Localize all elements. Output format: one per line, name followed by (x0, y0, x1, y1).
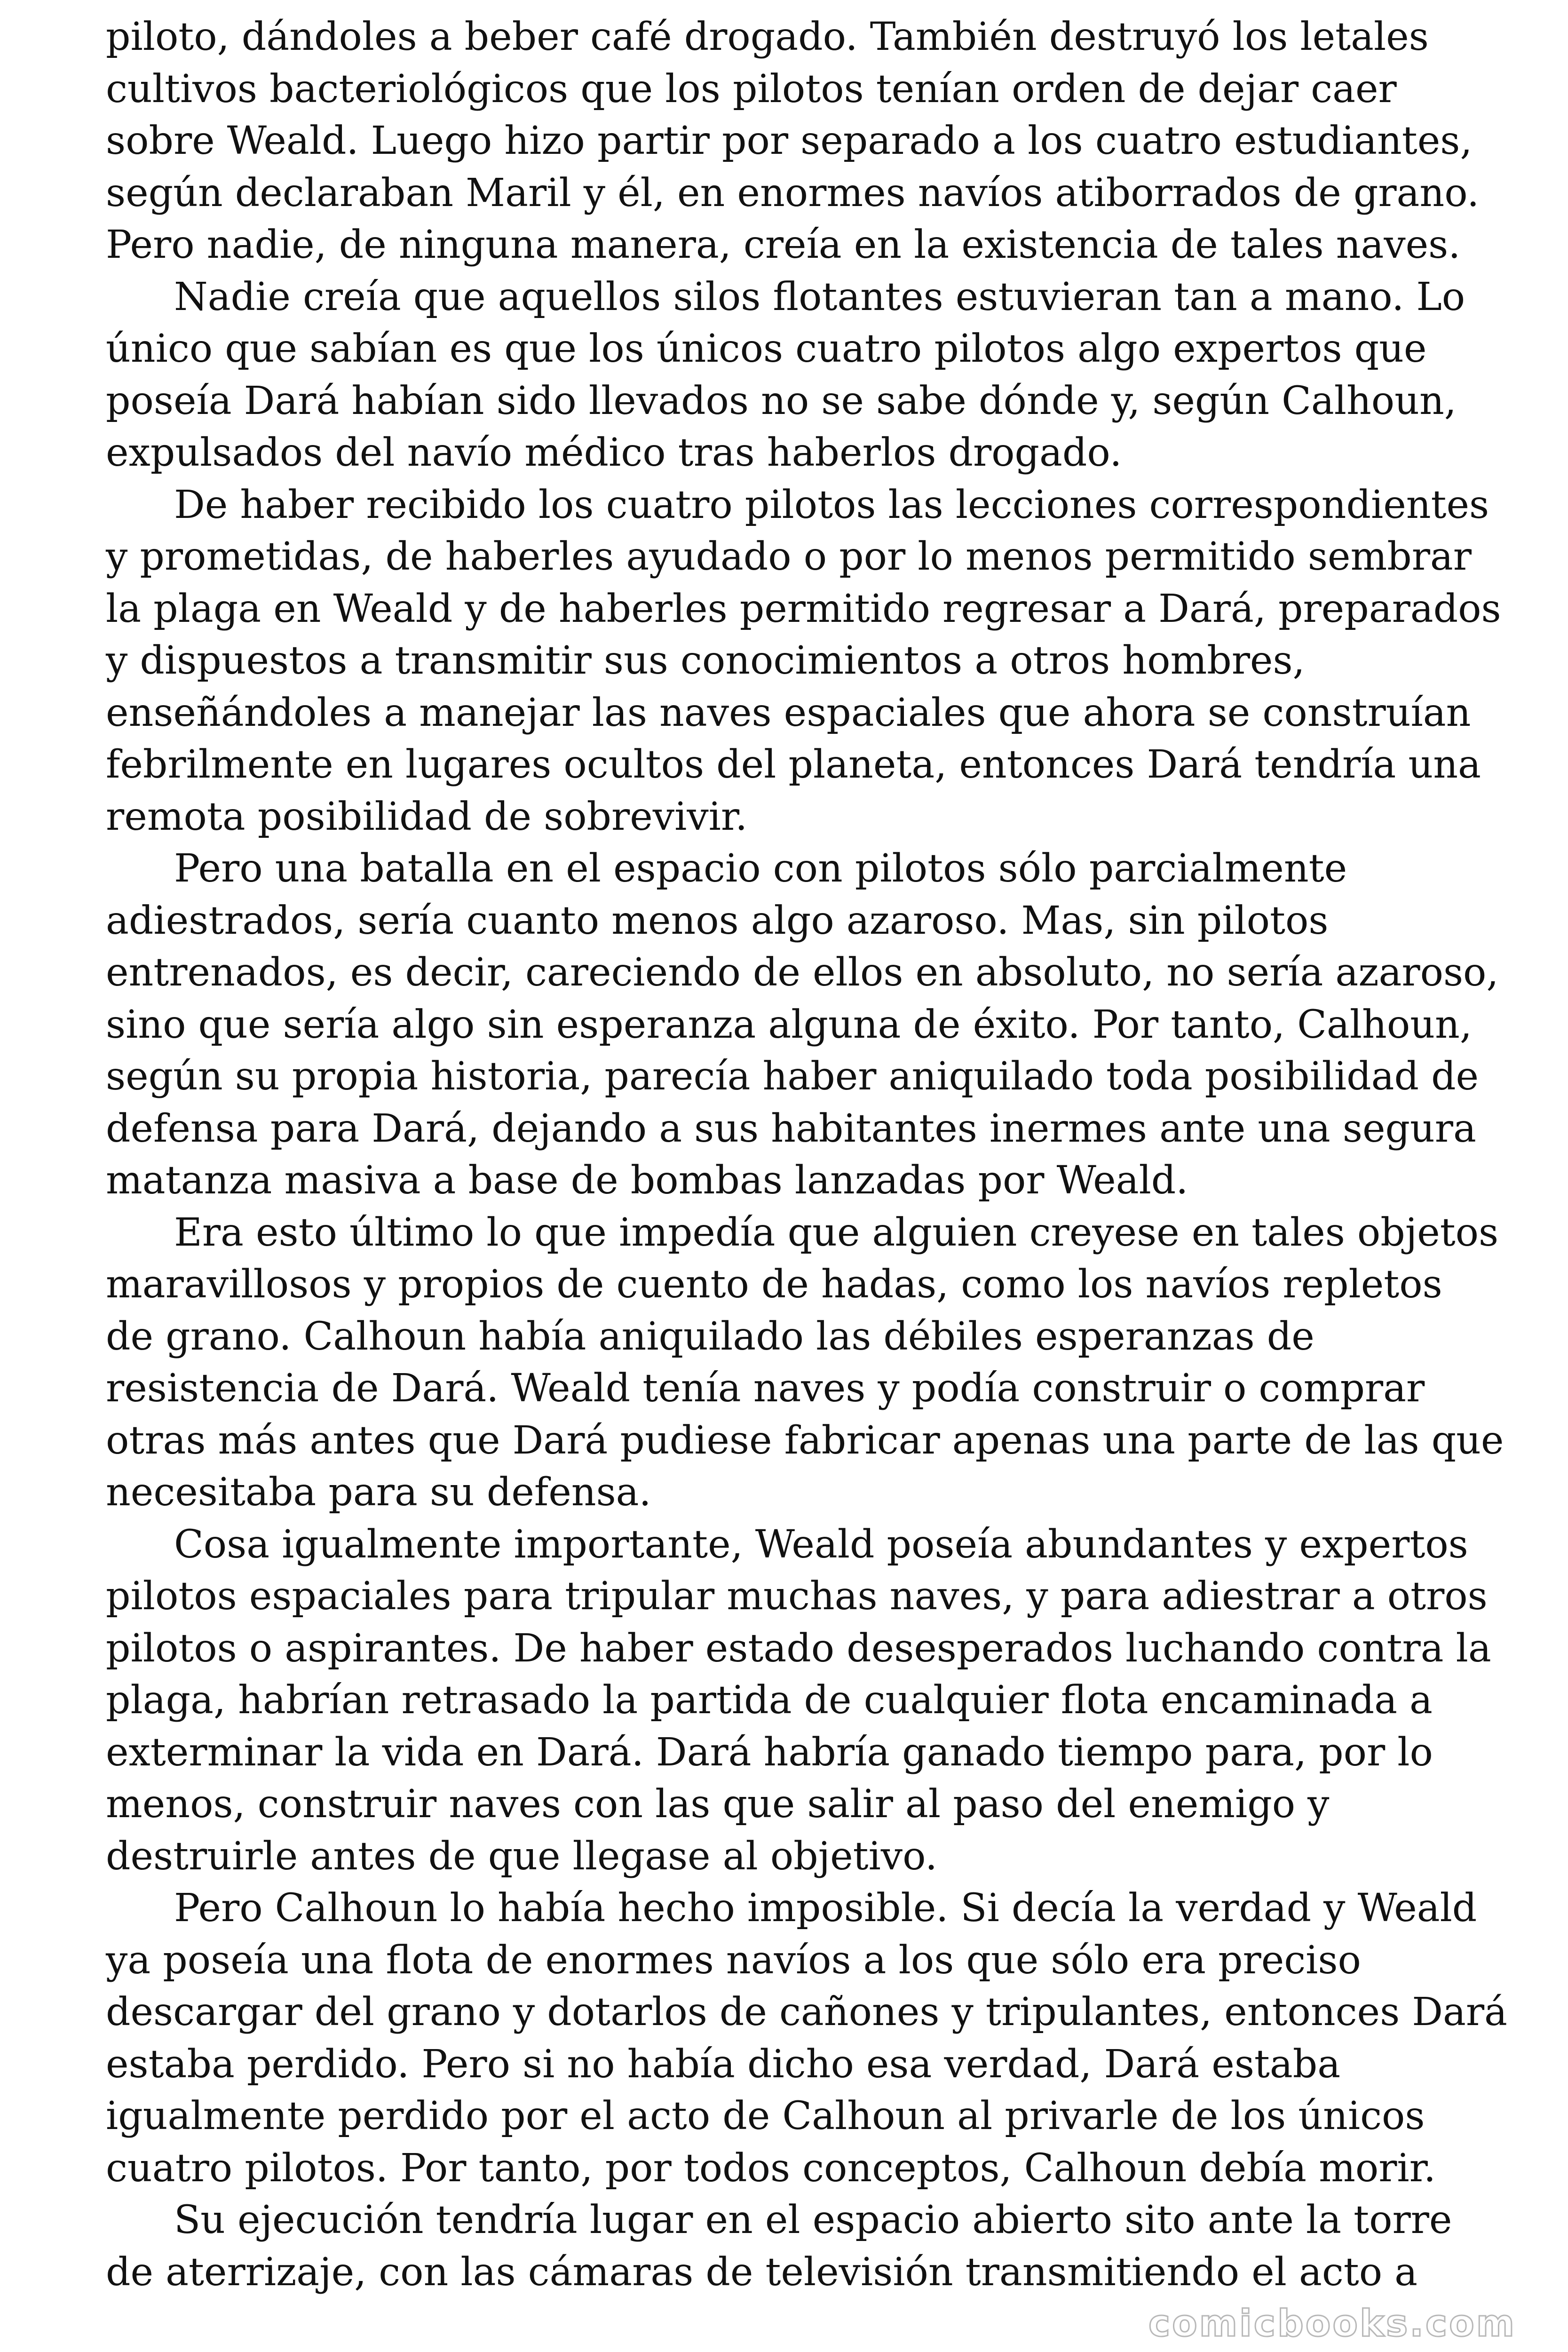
text-line: de grano. Calhoun había aniquilado las débiles esperanzas de (106, 1314, 1315, 1359)
watermark: comicbooks.com (1148, 2303, 1516, 2345)
text-line: Su ejecución tendría lugar en el espacio abierto sito ante la torre (174, 2198, 1452, 2242)
text-line: y prometidas, de haberles ayudado o por lo menos permitido sembrar (106, 534, 1472, 579)
paragraph (106, 11, 1480, 271)
text-line: Pero una batalla en el espacio con pilotos sólo parcialmente (174, 846, 1347, 891)
text-line: cuatro pilotos. Por tanto, por todos conceptos, Calhoun debía morir. (106, 2145, 1436, 2191)
text-line: Nadie creía que aquellos silos flotantes estuvieran tan a mano. Lo (174, 274, 1465, 319)
paragraph (106, 2194, 1460, 2298)
text-line: expulsados del navío médico tras haberlos drogado. (106, 430, 1122, 475)
text-line: resistencia de Dará. Weald tenía naves y podía construir o comprar (106, 1366, 1425, 1411)
text-line: ya poseía una flota de enormes navíos a los que sólo era preciso (106, 1938, 1361, 1983)
text-line: plaga, habrían retrasado la partida de cualquier flota encaminada a (106, 1678, 1433, 1723)
text-line: cultivos bacteriológicos que los pilotos tenían orden de dejar caer (106, 66, 1397, 111)
text-line: según su propia historia, parecía haber aniquilado toda posibilidad de (106, 1054, 1479, 1099)
paragraph (106, 843, 1499, 1207)
text-line: menos, construir naves con las que salir al paso del enemigo y (106, 1782, 1330, 1827)
text-line: piloto, dándoles a beber café drogado. También destruyó los letales (106, 15, 1429, 59)
text-line: febrilmente en lugares ocultos del planeta, entonces Dará tendría una (106, 742, 1481, 787)
text-line: De haber recibido los cuatro pilotos las lecciones correspondientes (174, 482, 1489, 527)
paragraph (106, 1883, 1507, 2194)
text-line: defensa para Dará, dejando a sus habitantes inermes ante una segura (106, 1106, 1476, 1151)
text-line: otras más antes que Dará pudiese fabricar apenas una parte de las que (106, 1418, 1504, 1463)
text-line: Pero nadie, de ninguna manera, creía en la existencia de tales naves. (106, 222, 1461, 267)
text-line: sobre Weald. Luego hizo partir por separado a los cuatro estudiantes, (106, 119, 1473, 163)
text-line: poseía Dará habían sido llevados no se sabe dónde y, según Calhoun, (106, 378, 1457, 423)
text-line: de aterrizaje, con las cámaras de televisión transmitiendo el acto a (106, 2249, 1418, 2295)
text-line: remota posibilidad de sobrevivir. (106, 794, 748, 839)
text-line: según declaraban Maril y él, en enormes navíos atiborrados de grano. (106, 170, 1480, 215)
paragraph (106, 1207, 1504, 1519)
text-line: enseñándoles a manejar las naves espaciales que ahora se construían (106, 690, 1471, 735)
text-line: Pero Calhoun lo había hecho imposible. Si decía la verdad y Weald (174, 1886, 1477, 1931)
text-line: Cosa igualmente importante, Weald poseía abundantes y expertos (174, 1522, 1468, 1567)
paragraph (106, 479, 1501, 843)
text-line: y dispuestos a transmitir sus conocimientos a otros hombres, (106, 638, 1305, 683)
text-line: descargar del grano y dotarlos de cañones y tripulantes, entonces Dará (106, 1990, 1507, 2034)
text-line: adiestrados, sería cuanto menos algo azaroso. Mas, sin pilotos (106, 898, 1329, 943)
text-line: destruirle antes de que llegase al objetivo. (106, 1834, 938, 1879)
text-line: Era esto último lo que impedía que alguien creyese en tales objetos (174, 1210, 1499, 1255)
paragraph (106, 1519, 1491, 1883)
text-line: exterminar la vida en Dará. Dará habría ganado tiempo para, por lo (106, 1730, 1433, 1775)
document-body (106, 11, 1507, 2298)
text-line: necesitaba para su defensa. (106, 1470, 651, 1515)
text-line: entrenados, es decir, careciendo de ellos en absoluto, no sería azaroso, (106, 950, 1499, 995)
text-line: sino que sería algo sin esperanza alguna de éxito. Por tanto, Calhoun, (106, 1002, 1472, 1047)
paragraph (106, 271, 1465, 479)
text-line: la plaga en Weald y de haberles permitido regresar a Dará, preparados (106, 586, 1501, 631)
text-line: estaba perdido. Pero si no había dicho esa verdad, Dará estaba (106, 2042, 1341, 2087)
text-line: pilotos o aspirantes. De haber estado desesperados luchando contra la (106, 1626, 1491, 1671)
text-line: matanza masiva a base de bombas lanzadas por Weald. (106, 1158, 1188, 1203)
text-line: maravillosos y propios de cuento de hadas, como los navíos repletos (106, 1262, 1442, 1307)
text-line: pilotos espaciales para tripular muchas naves, y para adiestrar a otros (106, 1574, 1488, 1619)
text-line: igualmente perdido por el acto de Calhoun al privarle de los únicos (106, 2094, 1425, 2138)
text-line: único que sabían es que los únicos cuatro pilotos algo expertos que (106, 326, 1427, 371)
